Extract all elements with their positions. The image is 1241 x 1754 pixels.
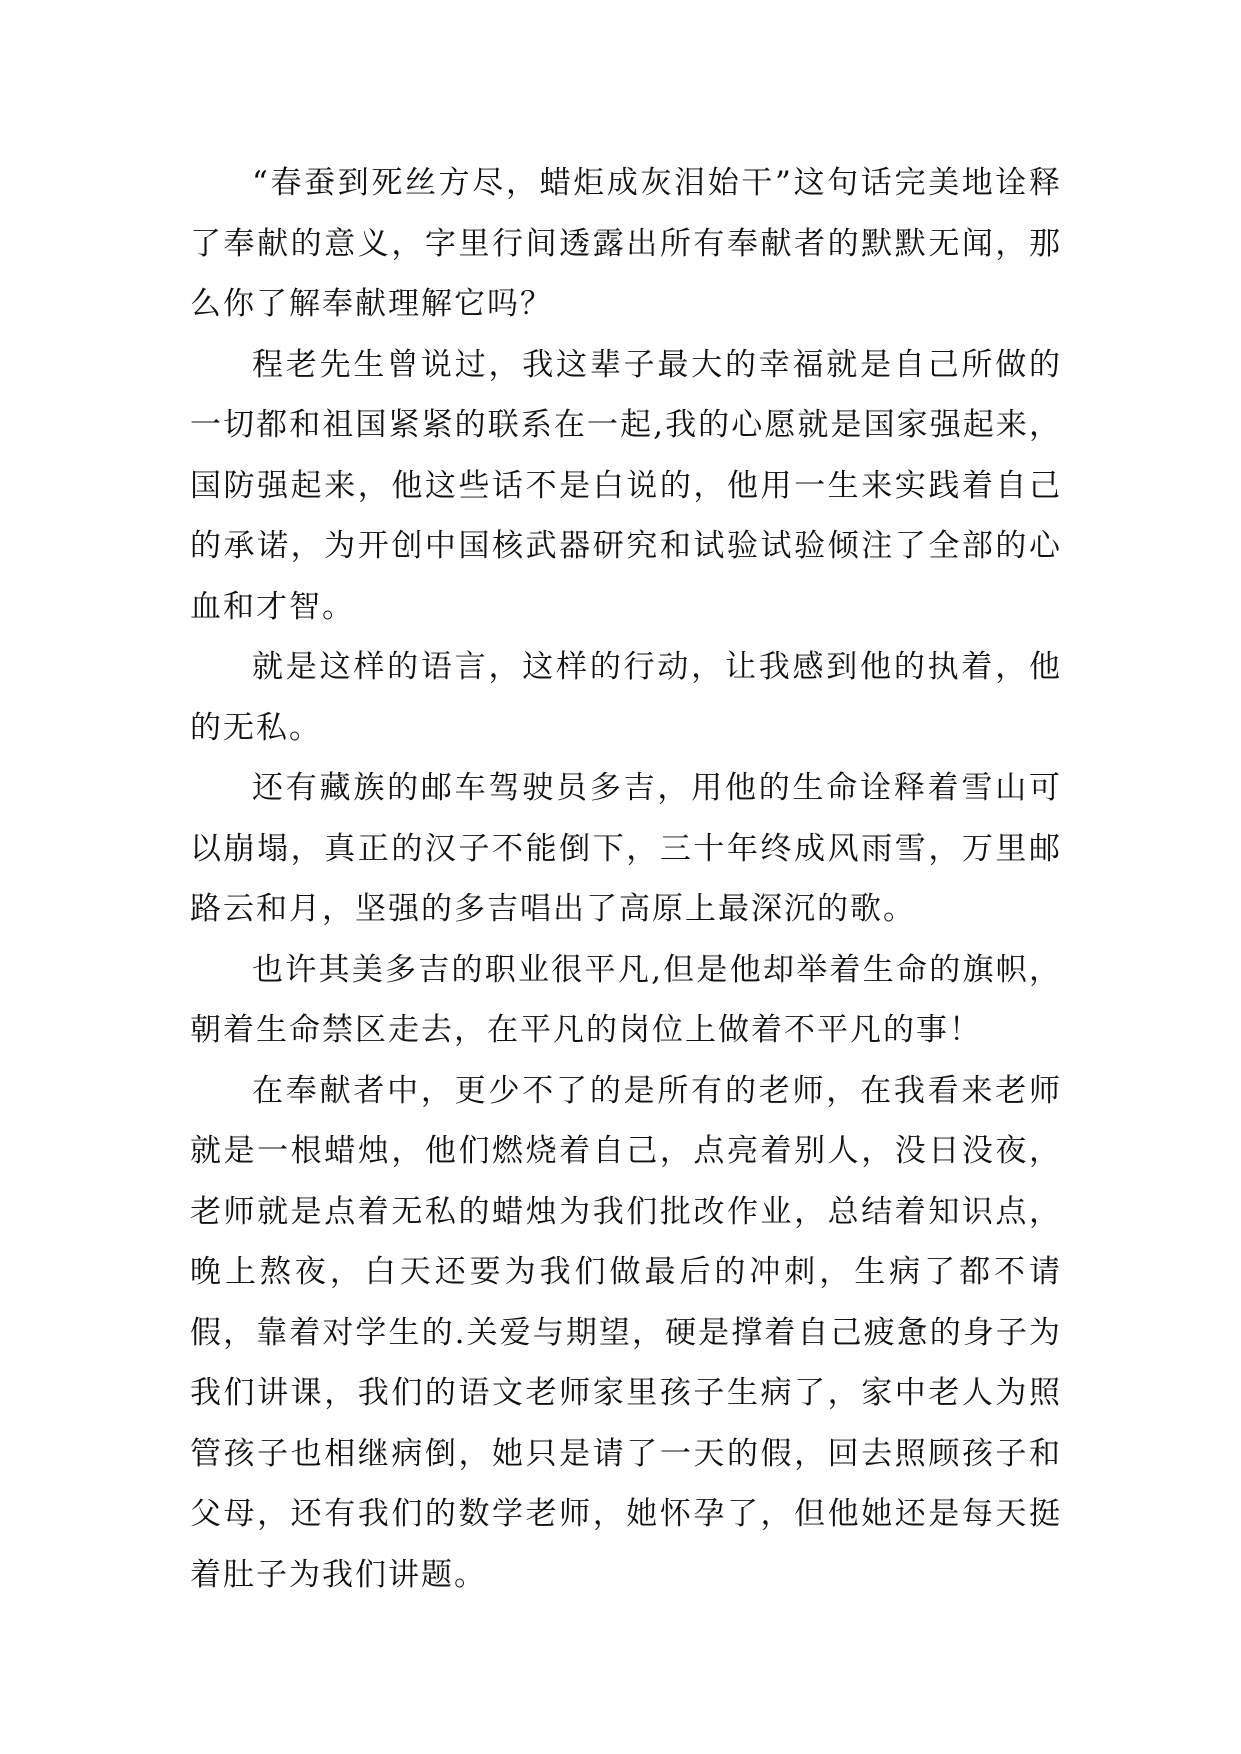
paragraph-6: 在奉献者中，更少不了的是所有的老师，在我看来老师就是一根蜡烛，他们燃烧着自己，点亮着别人，没日没夜，老师就是点着无私的蜡烛为我们批改作业，总结着知识点，晚上熬夜，白天还要为我们做最后的冲刺，生病了都不请假，靠着对学生的.关爱与期望，硬是撑着自己疲惫的身子为我们讲课，我们的语文老师家里孩子生病了，家中老人为照管孩子也相继病倒，她只是请了一天的假，回去照顾孩子和父母，还有我们的数学老师，她怀孕了，但他她还是每天挺着肚子为我们讲题。 <box>190 1072 1062 1593</box>
paragraph-1: “春蚕到死丝方尽，蜡炬成灰泪始干”这句话完美地诠释了奉献的意义，字里行间透露出所有奉献者的默默无闻，那么你了解奉献理解它吗？ <box>190 165 1062 322</box>
paragraph-5: 也许其美多吉的职业很平凡,但是他却举着生命的旗帜，朝着生命禁区走去，在平凡的岗位上做着不平凡的事！ <box>190 951 1062 1048</box>
document-body <box>190 153 1062 1605</box>
paragraph-3: 就是这样的语言，这样的行动，让我感到他的执着，他的无私。 <box>190 649 1062 746</box>
paragraph-4: 还有藏族的邮车驾驶员多吉，用他的生命诠释着雪山可以崩塌，真正的汉子不能倒下，三十年终成风雨雪，万里邮路云和月，坚强的多吉唱出了高原上最深沉的歌。 <box>190 770 1062 927</box>
paragraph-2: 程老先生曾说过，我这辈子最大的幸福就是自己所做的一切都和祖国紧紧的联系在一起,我的心愿就是国家强起来，国防强起来，他这些话不是白说的，他用一生来实践着自己的承诺，为开创中国核武器研究和试验试验倾注了全部的心血和才智。 <box>190 346 1062 625</box>
